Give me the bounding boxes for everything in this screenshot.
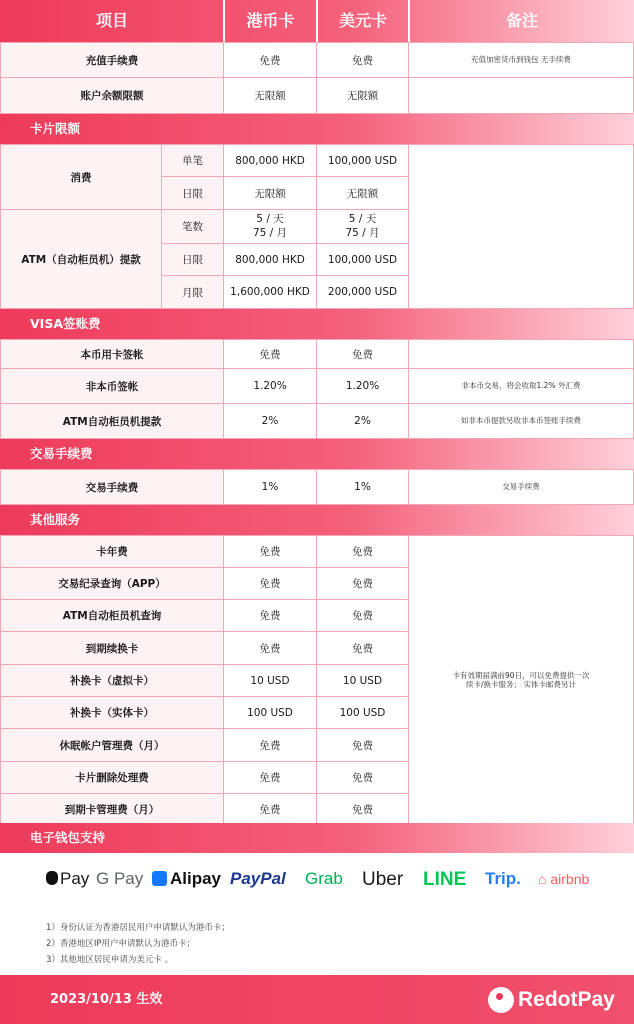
alipay-logo xyxy=(152,869,221,889)
renew-note-line2: 续卡/换卡服务； 实体卡邮费另计 xyxy=(466,680,576,689)
airbnb-text: airbnb xyxy=(550,871,590,887)
footnote: 3）其他地区居民申请为美元卡 。 xyxy=(46,955,174,965)
count-label: 笔数 xyxy=(161,209,224,244)
count-usd-month: 75 / 月 xyxy=(345,226,380,239)
row-hkd: 免费 xyxy=(223,761,317,794)
row-label: 到期卡管理费（月） xyxy=(0,793,224,825)
row-usd: 免费 xyxy=(316,761,409,794)
atm-label: ATM（自动柜员机）提款 xyxy=(0,209,162,309)
row-usd: 无限额 xyxy=(316,77,409,114)
row-hkd: 免费 xyxy=(223,728,317,762)
row-usd: 免费 xyxy=(316,631,409,665)
row-hkd: 免费 xyxy=(223,599,317,632)
row-note xyxy=(408,339,634,369)
row-usd: 免费 xyxy=(316,42,409,78)
atm-monthly-label: 月限 xyxy=(161,275,224,309)
row-usd: 免费 xyxy=(316,793,409,825)
row-usd: 10 USD xyxy=(316,664,409,697)
header-item: 项目 xyxy=(95,11,128,30)
section-title: 其他服务 xyxy=(30,512,81,527)
row-usd: 免费 xyxy=(316,535,409,568)
row-hkd: 1.20% xyxy=(223,368,317,404)
row-hkd: 免费 xyxy=(223,42,317,78)
row-hkd: 10 USD xyxy=(223,664,317,697)
row-usd: 1.20% xyxy=(316,368,409,404)
row-usd: 免费 xyxy=(316,728,409,762)
row-note: 交易手续费 xyxy=(408,469,634,505)
row-label: 休眠帐户管理费（月） xyxy=(0,728,224,762)
header-usd: 美元卡 xyxy=(338,11,387,30)
line-logo: LINE xyxy=(423,869,467,890)
row-label: 补换卡（实体卡） xyxy=(0,696,224,729)
atm-daily-usd: 100,000 USD xyxy=(316,243,409,276)
atm-daily-hkd: 800,000 HKD xyxy=(223,243,317,276)
row-label: 卡片删除处理费 xyxy=(0,761,224,794)
airbnb-logo xyxy=(538,871,589,887)
row-label: 交易纪录查询（APP） xyxy=(0,567,224,600)
section-title: 交易手续费 xyxy=(30,446,93,461)
section-visa xyxy=(0,309,634,339)
brand-name: RedotPay xyxy=(518,988,615,1011)
count-usd-day: 5 / 天 xyxy=(348,213,377,226)
row-hkd: 1% xyxy=(223,469,317,505)
row-hkd: 2% xyxy=(223,403,317,439)
row-hkd: 免费 xyxy=(223,535,317,568)
row-usd: 免费 xyxy=(316,567,409,600)
row-note: 如非本币提款另收非本币签账手续费 xyxy=(408,403,634,439)
row-usd: 2% xyxy=(316,403,409,439)
row-label: 交易手续费 xyxy=(0,469,224,505)
airbnb-icon: ⌂ xyxy=(538,871,547,887)
row-label: 到期续换卡 xyxy=(0,631,224,665)
row-hkd: 100 USD xyxy=(223,696,317,729)
row-note: 非本币交易，将会收取1.2% 外汇费 xyxy=(408,368,634,404)
section-title: VISA签账费 xyxy=(30,316,101,331)
row-label: 账户余额限额 xyxy=(0,77,224,114)
header-remark: 备注 xyxy=(505,11,538,30)
alipay-icon xyxy=(152,871,167,886)
row-label: ATM自动柜员机查询 xyxy=(0,599,224,632)
count-hkd-day: 5 / 天 xyxy=(256,213,284,226)
header-hkd: 港币卡 xyxy=(246,11,295,30)
row-label: 补换卡（虚拟卡） xyxy=(0,664,224,697)
alipay-text: Alipay xyxy=(170,869,222,888)
footnote: 1）身份认证为香港居民用户申请默认为港币卡； xyxy=(46,923,230,933)
grab-logo: Grab xyxy=(305,869,343,888)
daily-usd: 无限额 xyxy=(316,176,409,210)
redotpay-icon xyxy=(488,987,514,1013)
row-usd: 100 USD xyxy=(316,696,409,729)
row-label: 非本币签帐 xyxy=(0,368,224,404)
google-pay-logo: G Pay xyxy=(96,869,144,888)
renew-note xyxy=(408,535,634,825)
row-label: ATM自动柜员机提款 xyxy=(0,403,224,439)
atm-daily-label: 日限 xyxy=(161,243,224,276)
row-usd: 免费 xyxy=(316,599,409,632)
spend-label: 消费 xyxy=(0,144,162,210)
atm-monthly-hkd: 1,600,000 HKD xyxy=(223,275,317,309)
apple-pay-logo xyxy=(46,869,89,889)
section-other xyxy=(0,505,634,535)
effective-date: 2023/10/13 生效 xyxy=(50,992,163,1007)
row-note: 充值加密货币到钱包 无手续费 xyxy=(408,42,634,78)
single-label: 单笔 xyxy=(161,144,224,177)
row-usd: 免费 xyxy=(316,339,409,369)
uber-logo: Uber xyxy=(362,869,404,890)
daily-label: 日限 xyxy=(161,176,224,210)
row-hkd: 免费 xyxy=(223,793,317,825)
row-note xyxy=(408,77,634,114)
single-hkd: 800,000 HKD xyxy=(223,144,317,177)
section-title: 卡片限额 xyxy=(30,121,81,136)
row-usd: 1% xyxy=(316,469,409,505)
count-hkd xyxy=(223,209,317,244)
count-usd xyxy=(316,209,409,244)
wallet-logos xyxy=(0,853,634,905)
row-hkd: 无限额 xyxy=(223,77,317,114)
footnote: 2）香港地区IP用户申请默认为港币卡； xyxy=(46,939,196,949)
row-hkd: 免费 xyxy=(223,339,317,369)
daily-hkd: 无限额 xyxy=(223,176,317,210)
row-hkd: 免费 xyxy=(223,567,317,600)
table-header xyxy=(0,0,634,42)
card-limits-note xyxy=(408,144,634,309)
paypal-logo: PayPal xyxy=(230,869,286,888)
row-label: 充值手续费 xyxy=(0,42,224,78)
footnotes xyxy=(46,920,230,968)
brand-logo xyxy=(488,986,615,1014)
apple-icon xyxy=(46,871,58,885)
count-hkd-month: 75 / 月 xyxy=(252,226,288,239)
footer xyxy=(0,975,634,1024)
section-trade xyxy=(0,439,634,469)
row-hkd: 免费 xyxy=(223,631,317,665)
section-card-limits xyxy=(0,114,634,144)
section-title: 电子钱包支持 xyxy=(30,830,106,845)
renew-note-line1: 卡有效期届满前90日，可以免费提供一次 xyxy=(452,670,590,680)
single-usd: 100,000 USD xyxy=(316,144,409,177)
row-label: 本币用卡签帐 xyxy=(0,339,224,369)
atm-monthly-usd: 200,000 USD xyxy=(316,275,409,309)
trip-logo: Trip. xyxy=(485,869,521,888)
section-wallets xyxy=(0,823,634,853)
apple-pay-text: Pay xyxy=(60,869,90,888)
row-label: 卡年费 xyxy=(0,535,224,568)
